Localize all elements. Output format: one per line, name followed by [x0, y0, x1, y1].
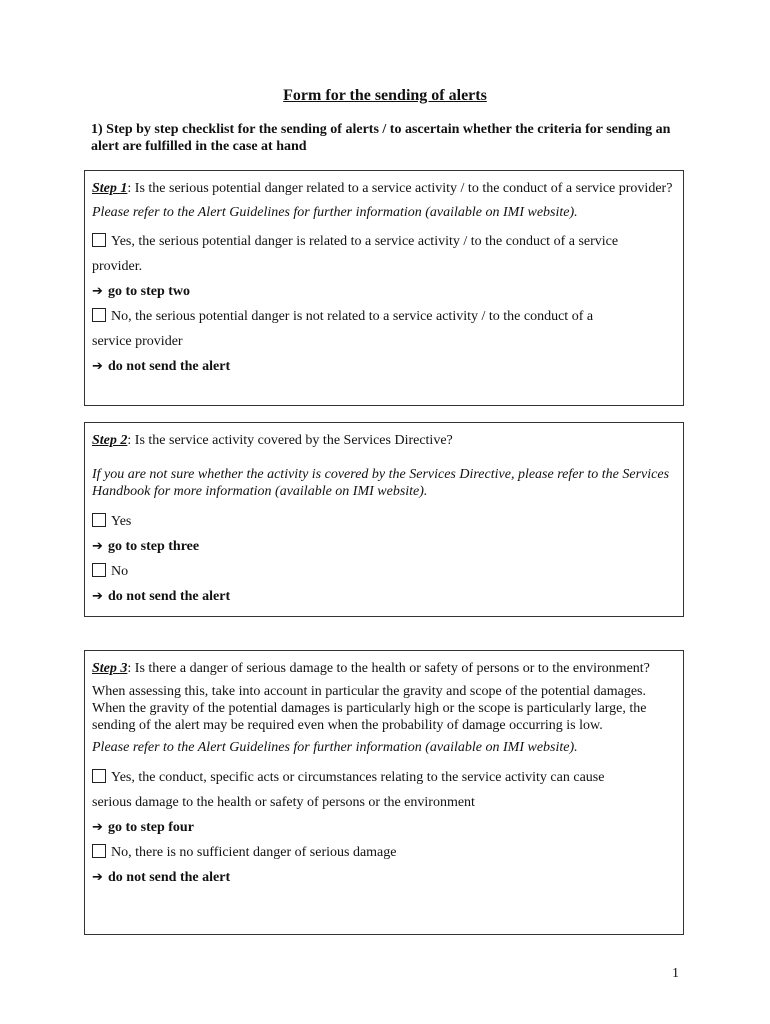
arrow-right-icon: ➔ — [92, 284, 103, 299]
step-2-action-no — [92, 584, 675, 609]
section-heading: 1) Step by step checklist for the sending of alerts / to ascertain whether the criteria for sending an alert are fulfilled in the case at hand — [91, 122, 671, 154]
step-2-option-yes — [92, 509, 675, 534]
step-2-label: Step 2 — [92, 433, 128, 448]
arrow-right-icon: ➔ — [92, 539, 103, 554]
step-1-question-text: : Is the serious potential danger related to a service activity / to the conduct of a service provider? — [127, 181, 673, 196]
step-1-yes-checkbox[interactable] — [92, 233, 106, 247]
step-2-question-text: : Is the service activity covered by the Services Directive? — [127, 433, 453, 448]
step-3-yes-checkbox[interactable] — [92, 769, 106, 783]
arrow-right-icon: ➔ — [92, 820, 103, 835]
step-3-option-no — [92, 840, 675, 865]
step-3-paragraph: When assessing this, take into account in particular the gravity and scope of the potential damages. When the gravity of the potential damages is particularly high or the scope is particularly large, the sending of the alert may be required even when the probability of damage occurring is low. — [92, 684, 647, 733]
step-1-option-no-text: No, the serious potential danger is not related to a service activity / to the conduct of a — [111, 309, 594, 324]
step-1-option-no-cont: service provider — [92, 334, 183, 349]
step-1-question — [92, 180, 675, 197]
step-1-option-yes — [92, 229, 675, 254]
step-1-action-no-text: do not send the alert — [108, 359, 231, 374]
step-3-question — [92, 660, 675, 677]
step-3-option-yes-text: Yes, the conduct, specific acts or circumstances relating to the service activity can cause — [111, 770, 605, 785]
step-2-option-yes-text: Yes — [111, 514, 132, 529]
step-3-option-yes — [92, 765, 675, 790]
step-3-action-yes — [92, 815, 675, 840]
arrow-right-icon: ➔ — [92, 359, 103, 374]
step-2-question — [92, 432, 675, 449]
step-2-action-yes — [92, 534, 675, 559]
step-2-box — [84, 422, 684, 617]
arrow-right-icon: ➔ — [92, 870, 103, 885]
page-number: 1 — [672, 966, 679, 981]
step-3-no-checkbox[interactable] — [92, 844, 106, 858]
step-2-action-yes-text: go to step three — [108, 539, 200, 554]
step-1-box — [84, 170, 684, 406]
step-3-action-yes-text: go to step four — [108, 820, 194, 835]
step-3-label: Step 3 — [92, 661, 128, 676]
step-1-option-no — [92, 304, 675, 329]
step-3-note: Please refer to the Alert Guidelines for further information (available on IMI website). — [92, 740, 578, 755]
step-1-action-yes — [92, 279, 675, 304]
step-1-option-yes-cont: provider. — [92, 259, 143, 274]
step-2-no-checkbox[interactable] — [92, 563, 106, 577]
step-1-label: Step 1 — [92, 181, 128, 196]
step-2-note: If you are not sure whether the activity is covered by the Services Directive, please refer to the Services Handbook for more information (available on IMI website). — [92, 467, 670, 499]
step-1-action-no — [92, 354, 675, 379]
step-1-option-yes-text: Yes, the serious potential danger is related to a service activity / to the conduct of a service — [111, 234, 619, 249]
step-3-action-no — [92, 865, 675, 890]
step-3-box — [84, 650, 684, 935]
step-3-option-no-text: No, there is no sufficient danger of serious damage — [111, 845, 397, 860]
step-2-action-no-text: do not send the alert — [108, 589, 231, 604]
step-1-note: Please refer to the Alert Guidelines for further information (available on IMI website). — [92, 205, 578, 220]
step-3-question-text: : Is there a danger of serious damage to the health or safety of persons or to the environment? — [127, 661, 650, 676]
step-3-option-yes-cont: serious damage to the health or safety of persons or the environment — [92, 795, 475, 810]
step-2-option-no-text: No — [111, 564, 129, 579]
arrow-right-icon: ➔ — [92, 589, 103, 604]
step-2-option-no — [92, 559, 675, 584]
step-2-yes-checkbox[interactable] — [92, 513, 106, 527]
step-3-action-no-text: do not send the alert — [108, 870, 231, 885]
step-1-no-checkbox[interactable] — [92, 308, 106, 322]
step-1-action-yes-text: go to step two — [108, 284, 191, 299]
form-title: Form for the sending of alerts — [283, 87, 487, 104]
